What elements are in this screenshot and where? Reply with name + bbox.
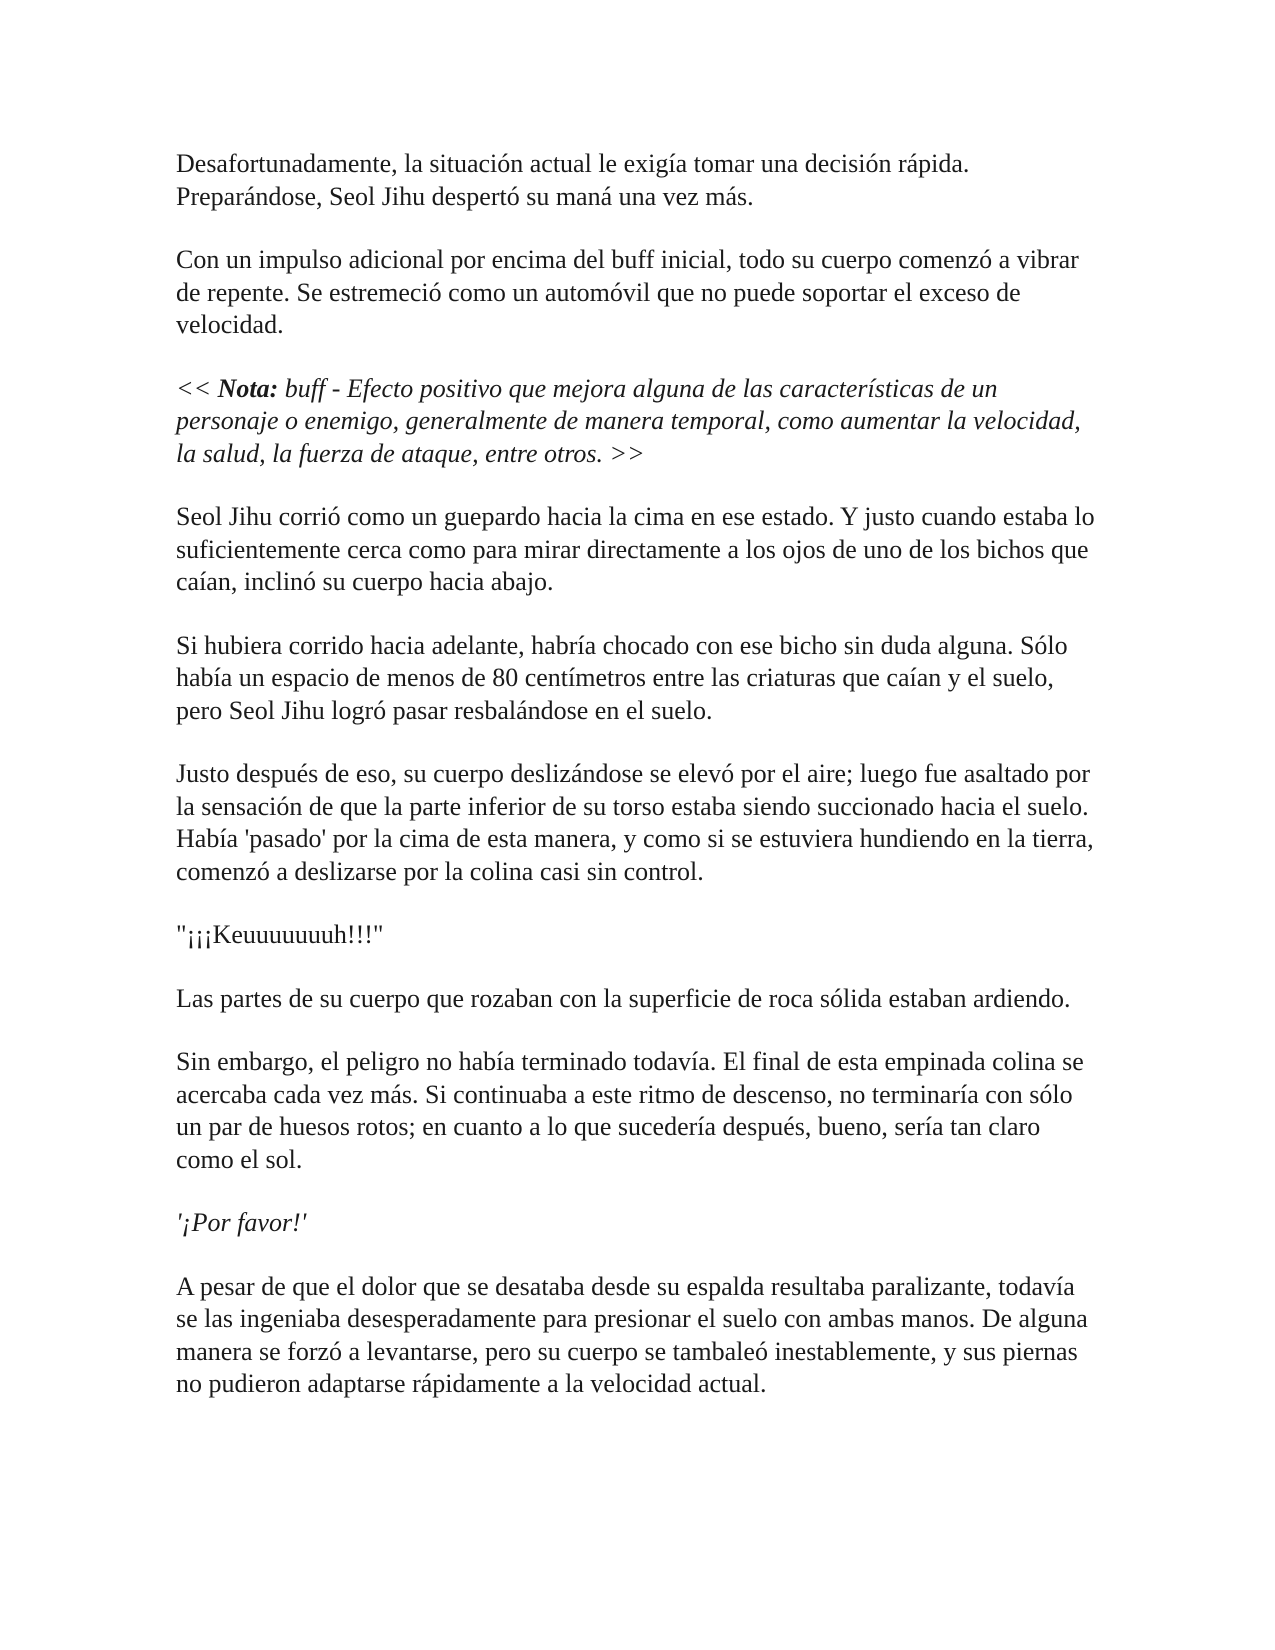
paragraph-2: Con un impulso adicional por encima del buff inicial, todo su cuerpo comenzó a vibrar de repente. Se estremeció como un automóvil que no puede soportar el exceso de velocidad. bbox=[176, 245, 1079, 339]
paragraph-1: Desafortunadamente, la situación actual le exigía tomar una decisión rápida. Preparándose, Seol Jihu despertó su maná una vez más. bbox=[176, 149, 970, 211]
dialogue-shout: "¡¡¡Keuuuuuuuh!!!" bbox=[176, 920, 384, 949]
paragraph-8: A pesar de que el dolor que se desataba desde su espalda resultaba paralizante, todavía se las ingeniaba desesperadamente para presionar el suelo con ambas manos. De alguna manera se forzó a levantarse, pero su cuerpo se tambaleó inestablemente, y sus piernas no pudieron adaptarse rápidamente a la velocidad actual. bbox=[176, 1271, 1088, 1398]
inner-thought: '¡Por favor!' bbox=[176, 1208, 307, 1237]
paragraph-7: Sin embargo, el peligro no había terminado todavía. El final de esta empinada colina se acercaba cada vez más. Si continuaba a este ritmo de descenso, no terminaría con sólo un par de huesos rotos; en cuanto a lo que sucedería después, bueno, sería tan claro como el sol. bbox=[176, 1047, 1084, 1174]
translator-note bbox=[176, 373, 1096, 471]
paragraph-5: Justo después de eso, su cuerpo deslizándose se elevó por el aire; luego fue asaltado por la sensación de que la parte inferior de su torso estaba siendo succionado hacia el suelo. Había 'pasado' por la cima de esta manera, y como si se estuviera hundiendo en la tierra, comenzó a deslizarse por la colina casi sin control. bbox=[176, 759, 1094, 886]
note-open: << bbox=[176, 373, 218, 403]
paragraph-3: Seol Jihu corrió como un guepardo hacia la cima en ese estado. Y justo cuando estaba lo suficientemente cerca como para mirar directamente a los ojos de uno de los bichos que caían, inclinó su cuerpo hacia abajo. bbox=[176, 502, 1095, 596]
document-page bbox=[176, 148, 1096, 1432]
paragraph-6: Las partes de su cuerpo que rozaban con la superficie de roca sólida estaban ardiendo. bbox=[176, 983, 1071, 1013]
note-label: Nota: bbox=[217, 373, 279, 403]
note-body: buff - Efecto positivo que mejora alguna de las características de un personaje o enemigo, generalmente de manera temporal, como aumentar la velocidad, la salud, la fuerza de ataque, entre otros. >> bbox=[176, 373, 1081, 468]
paragraph-4: Si hubiera corrido hacia adelante, habría chocado con ese bicho sin duda alguna. Sólo había un espacio de menos de 80 centímetros entre las criaturas que caían y el suelo, pero Seol Jihu logró pasar resbalándose en el suelo. bbox=[176, 630, 1068, 725]
